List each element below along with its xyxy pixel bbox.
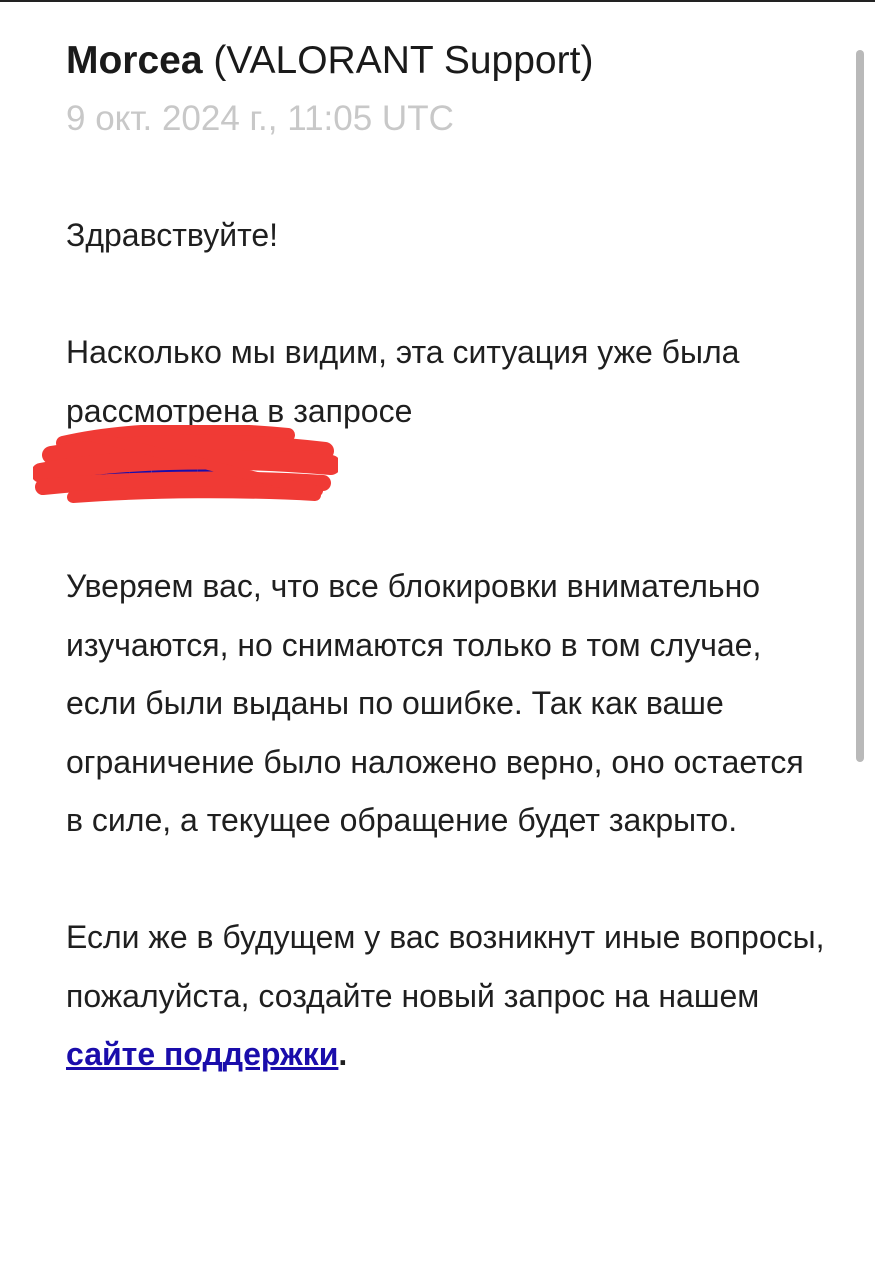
greeting: Здравствуйте! [66,217,279,253]
paragraph-new-request-text: Если же в будущем у вас возникнут иные вопросы, пожалуйста, создайте новый запрос на нашем [66,919,825,1014]
sender-org: (VALORANT Support) [213,39,594,82]
paragraph-end-period: . [338,1036,348,1072]
paragraph-decision: Уверяем вас, что все блокировки внимательно изучаются, но снимаются только в том случае, если были выданы по ошибке. Так как ваше ограничение было наложено верно, оно остается в силе, а текущее обращение будет закрыто. [66,568,804,838]
message-body [66,206,826,1084]
paragraph-new-request [66,908,826,1084]
top-divider [0,0,875,2]
paragraph-ticket-reference [66,323,826,499]
message-timestamp: 9 окт. 2024 г., 11:05 UTC [66,99,454,138]
email-message [66,36,826,1084]
sender-name: Morcea [66,39,203,82]
paragraph-ticket-text: Насколько мы видим, эта ситуация уже была рассмотрена в запросе [66,334,740,429]
support-site-link[interactable]: сайте поддержки [66,1036,339,1072]
scrollbar[interactable] [856,50,864,762]
sender-line [66,36,826,86]
ticket-link[interactable]: #███████ [66,451,243,487]
scrollbar-thumb[interactable] [856,50,864,762]
